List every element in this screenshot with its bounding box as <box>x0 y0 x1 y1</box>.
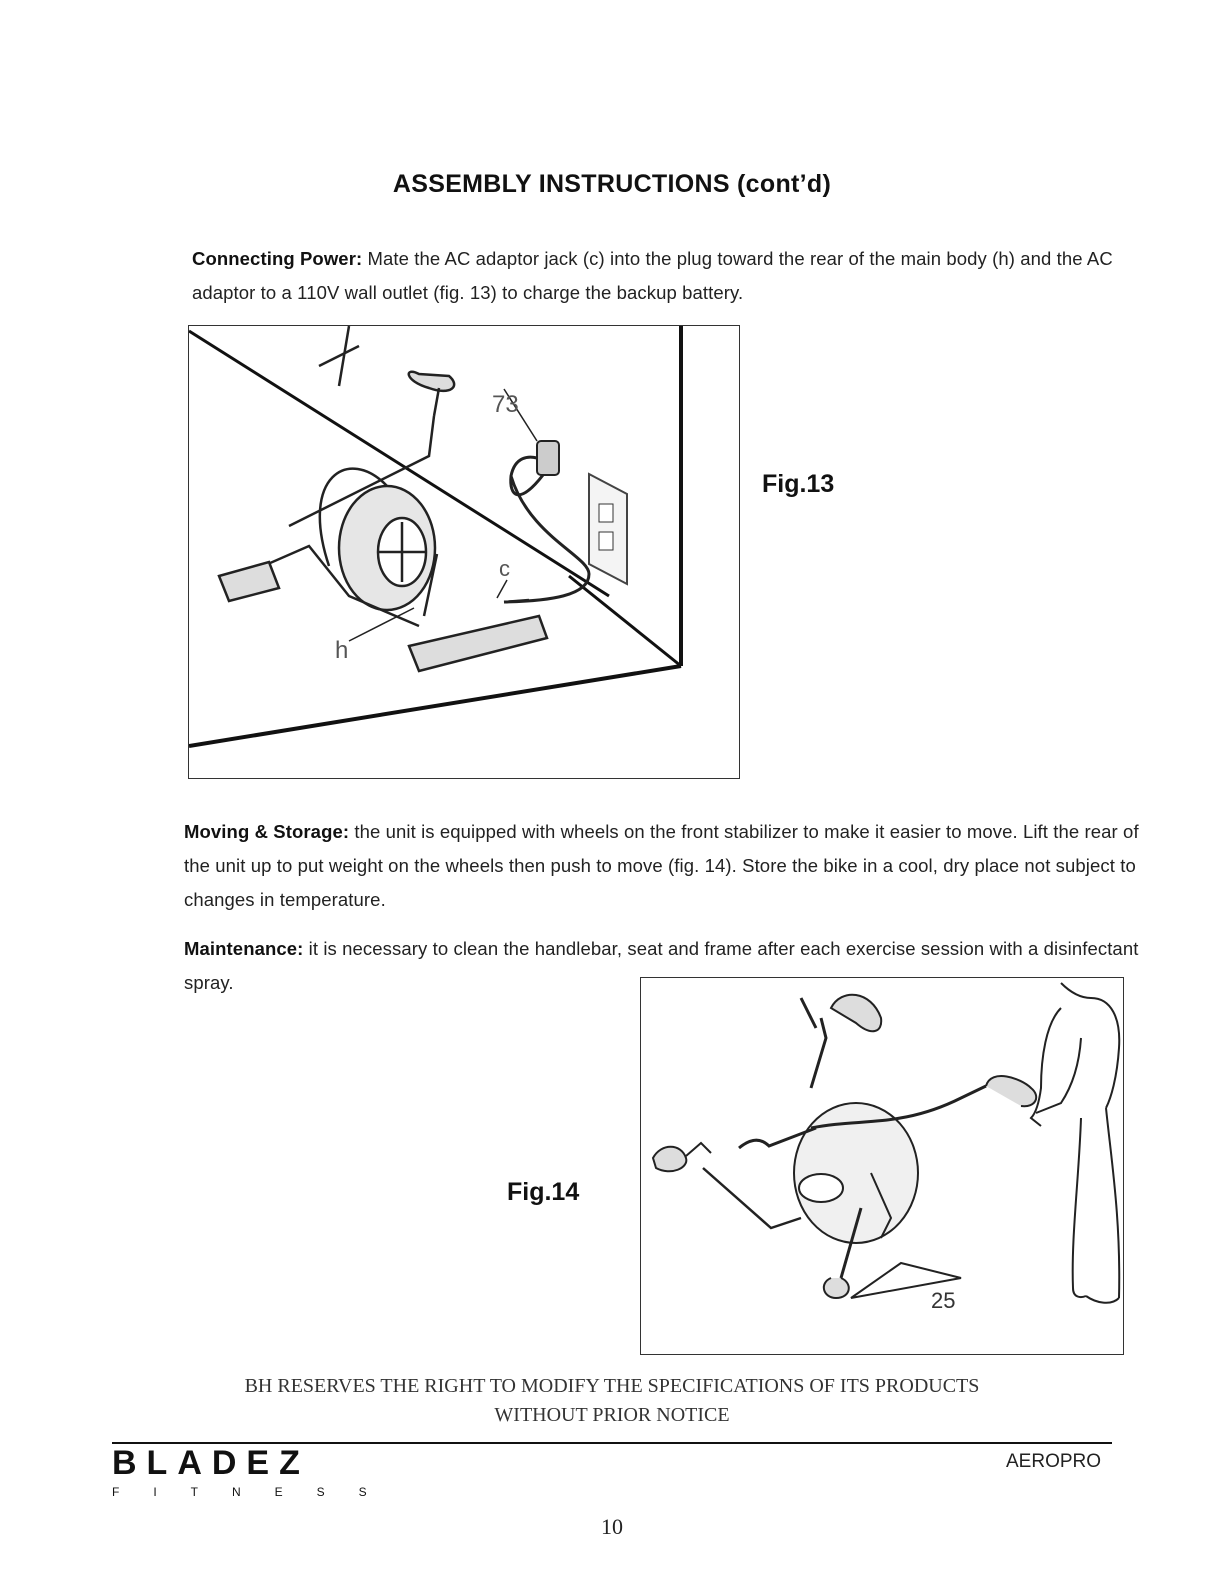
logo-subtext: FITNESS <box>112 1485 401 1499</box>
exercise-bike-tilted <box>653 995 1036 1298</box>
fig13-label: Fig.13 <box>762 470 835 498</box>
fig13-callout-h: h <box>335 637 349 664</box>
fig13-callout-73: 73 <box>492 391 519 418</box>
moving-storage-heading: Moving & Storage: <box>184 821 350 842</box>
moving-storage-paragraph <box>184 815 1144 917</box>
maintenance-text: it is necessary to clean the handlebar, seat and frame after each exercise session with a disinfectant spray. <box>184 938 1139 993</box>
fig14-drawing <box>641 978 1123 1354</box>
moving-storage-text: the unit is equipped with wheels on the front stabilizer to make it easier to move. Lift the rear of the unit up to put weight on the wheels then push to move (fig. 14). Store the bike in a cool, dry place not subject to changes in temperature. <box>184 821 1139 910</box>
fig13-illustration <box>188 325 740 779</box>
person-pushing-bike <box>1031 983 1119 1303</box>
maintenance-heading: Maintenance: <box>184 938 304 959</box>
disclaimer <box>0 1372 1224 1430</box>
bladez-logo <box>112 1444 412 1500</box>
fig14-label: Fig.14 <box>507 1178 580 1206</box>
connecting-power-heading: Connecting Power: <box>192 248 363 269</box>
connecting-power-paragraph <box>192 242 1142 310</box>
page-number: 10 <box>601 1514 623 1539</box>
fig13-drawing <box>189 326 739 778</box>
page-title: ASSEMBLY INSTRUCTIONS (cont’d) <box>392 170 832 198</box>
fig14-callout-25: 25 <box>931 1288 956 1313</box>
fig14-illustration <box>640 977 1124 1355</box>
logo-text: BLADEZ <box>112 1444 310 1482</box>
exercise-bike <box>219 326 547 671</box>
connecting-power-text: Mate the AC adaptor jack (c) into the plug toward the rear of the main body (h) and the AC adaptor to a 110V wall outlet (fig. 13) to charge the backup battery. <box>192 248 1113 303</box>
disclaimer-line-1: BH RESERVES THE RIGHT TO MODIFY THE SPECIFICATIONS OF ITS PRODUCTS <box>244 1375 980 1397</box>
disclaimer-line-2: WITHOUT PRIOR NOTICE <box>494 1404 730 1426</box>
wall-outlet <box>589 474 627 584</box>
ac-adaptor <box>504 389 589 602</box>
model-name: AEROPRO <box>1006 1451 1102 1472</box>
fig13-callout-c: c <box>499 556 510 581</box>
